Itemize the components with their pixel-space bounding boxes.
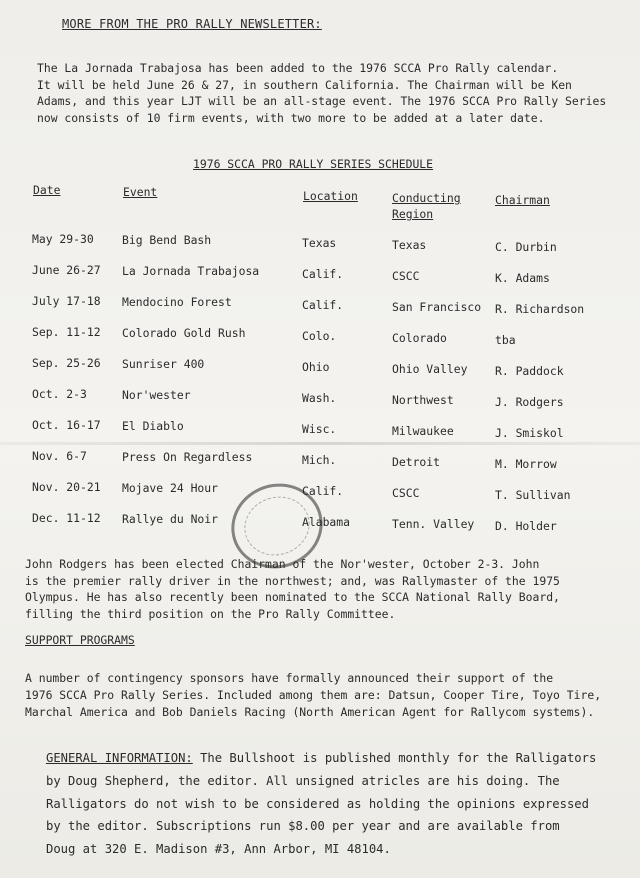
row-date: June 26-27 xyxy=(32,263,101,277)
column-header-chairman: Chairman xyxy=(495,193,550,207)
intro-line: The La Jornada Trabajosa has been added to the 1976 SCCA Pro Rally calendar. xyxy=(37,61,559,75)
row-event: Press On Regardless xyxy=(122,450,253,464)
row-chairman: J. Rodgers xyxy=(495,395,564,409)
row-date: Oct. 2-3 xyxy=(32,387,87,401)
general-line: by the editor. Subscriptions run $8.00 per year and are available from xyxy=(46,819,560,833)
row-region: CSCC xyxy=(392,486,420,500)
row-location: Colo. xyxy=(302,329,337,343)
row-date: Sep. 25-26 xyxy=(32,356,101,370)
intro-line: Adams, and this year LJT will be an all-stage event. The 1976 SCCA Pro Rally Series xyxy=(37,94,607,108)
row-chairman: C. Durbin xyxy=(495,240,557,254)
row-region: Texas xyxy=(392,238,427,252)
row-location: Alabama xyxy=(302,515,351,529)
row-location: Wash. xyxy=(302,391,337,405)
row-region: Ohio Valley xyxy=(392,362,468,376)
rodgers-line: filling the third position on the Pro Rally Committee. xyxy=(25,606,396,621)
page-heading: MORE FROM THE PRO RALLY NEWSLETTER: xyxy=(62,17,322,31)
intro-paragraph xyxy=(37,60,606,126)
general-information-body xyxy=(46,770,589,860)
row-chairman: D. Holder xyxy=(495,519,557,533)
row-chairman: J. Smiskol xyxy=(495,426,564,440)
row-event: Sunriser 400 xyxy=(122,357,205,371)
general-first-line xyxy=(46,747,596,770)
row-location: Calif. xyxy=(302,484,344,498)
row-chairman: R. Richardson xyxy=(495,302,585,316)
support-programs-heading: SUPPORT PROGRAMS xyxy=(25,633,135,647)
paper-fold-line xyxy=(0,442,640,445)
row-event: Big Bend Bash xyxy=(122,233,212,247)
row-event: Nor'wester xyxy=(122,388,191,402)
row-region: Detroit xyxy=(392,455,441,469)
row-date: Sep. 11-12 xyxy=(32,325,101,339)
row-region: CSCC xyxy=(392,269,420,283)
general-first-line-text: The Bullshoot is published monthly for the Ralligators xyxy=(192,751,597,765)
postmark-inner-ring xyxy=(237,488,318,564)
intro-line: now consists of 10 firm events, with two more to be added at a later date. xyxy=(37,110,545,125)
row-chairman: M. Morrow xyxy=(495,457,557,471)
row-region: Northwest xyxy=(392,393,454,407)
row-date: May 29-30 xyxy=(32,232,94,246)
general-information-label: GENERAL INFORMATION: xyxy=(46,751,193,765)
rodgers-paragraph xyxy=(25,556,560,622)
intro-line: It will be held June 26 & 27, in southern California. The Chairman will be Ken xyxy=(37,77,572,92)
support-line: 1976 SCCA Pro Rally Series. Included among them are: Datsun, Cooper Tire, Toyo Tire, xyxy=(25,687,602,702)
row-region: San Francisco xyxy=(392,300,482,314)
support-line: A number of contingency sponsors have formally announced their support of the xyxy=(25,671,554,685)
rodgers-line: is the premier rally driver in the northwest; and, was Rallymaster of the 1975 xyxy=(25,573,560,588)
row-event: Rallye du Noir xyxy=(122,512,219,526)
row-event: Mojave 24 Hour xyxy=(122,481,219,495)
row-date: July 17-18 xyxy=(32,294,101,308)
support-paragraph xyxy=(25,670,601,720)
row-chairman: R. Paddock xyxy=(495,364,564,378)
row-date: Dec. 11-12 xyxy=(32,511,101,525)
row-event: Colorado Gold Rush xyxy=(122,326,246,340)
general-line: by Doug Shepherd, the editor. All unsigned atricles are his doing. The xyxy=(46,774,560,788)
row-location: Ohio xyxy=(302,360,330,374)
row-date: Oct. 16-17 xyxy=(32,418,101,432)
row-location: Calif. xyxy=(302,267,344,281)
row-region: Colorado xyxy=(392,331,447,345)
row-location: Mich. xyxy=(302,453,337,467)
row-location: Calif. xyxy=(302,298,344,312)
rodgers-line: Olympus. He has also recently been nominated to the SCCA National Rally Board, xyxy=(25,590,560,604)
general-line: Doug at 320 E. Madison #3, Ann Arbor, MI 48104. xyxy=(46,841,391,856)
row-event: El Diablo xyxy=(122,419,184,433)
general-line: Ralligators do not wish to be considered as holding the opinions expressed xyxy=(46,796,589,811)
column-header-location: Location xyxy=(303,189,358,203)
general-information-section xyxy=(46,747,596,770)
row-event: La Jornada Trabajosa xyxy=(122,264,260,278)
row-region: Milwaukee xyxy=(392,424,454,438)
column-header-region: Conducting xyxy=(392,191,461,205)
row-chairman: K. Adams xyxy=(495,271,550,285)
row-date: Nov. 6-7 xyxy=(32,449,87,463)
column-header-region-line2: Region xyxy=(392,207,434,221)
row-date: Nov. 20-21 xyxy=(32,480,101,494)
schedule-title: 1976 SCCA PRO RALLY SERIES SCHEDULE xyxy=(193,157,434,171)
column-header-event: Event xyxy=(123,185,158,199)
support-line: Marchal America and Bob Daniels Racing (North American Agent for Rallycom systems). xyxy=(25,704,595,719)
row-location: Texas xyxy=(302,236,337,250)
row-event: Mendocino Forest xyxy=(122,295,232,309)
row-location: Wisc. xyxy=(302,422,337,436)
rodgers-line: John Rodgers has been elected Chairman of the Nor'wester, October 2-3. John xyxy=(25,557,540,571)
row-chairman: tba xyxy=(495,333,516,347)
row-region: Tenn. Valley xyxy=(392,517,475,531)
row-chairman: T. Sullivan xyxy=(495,488,571,502)
column-header-date: Date xyxy=(33,183,61,197)
